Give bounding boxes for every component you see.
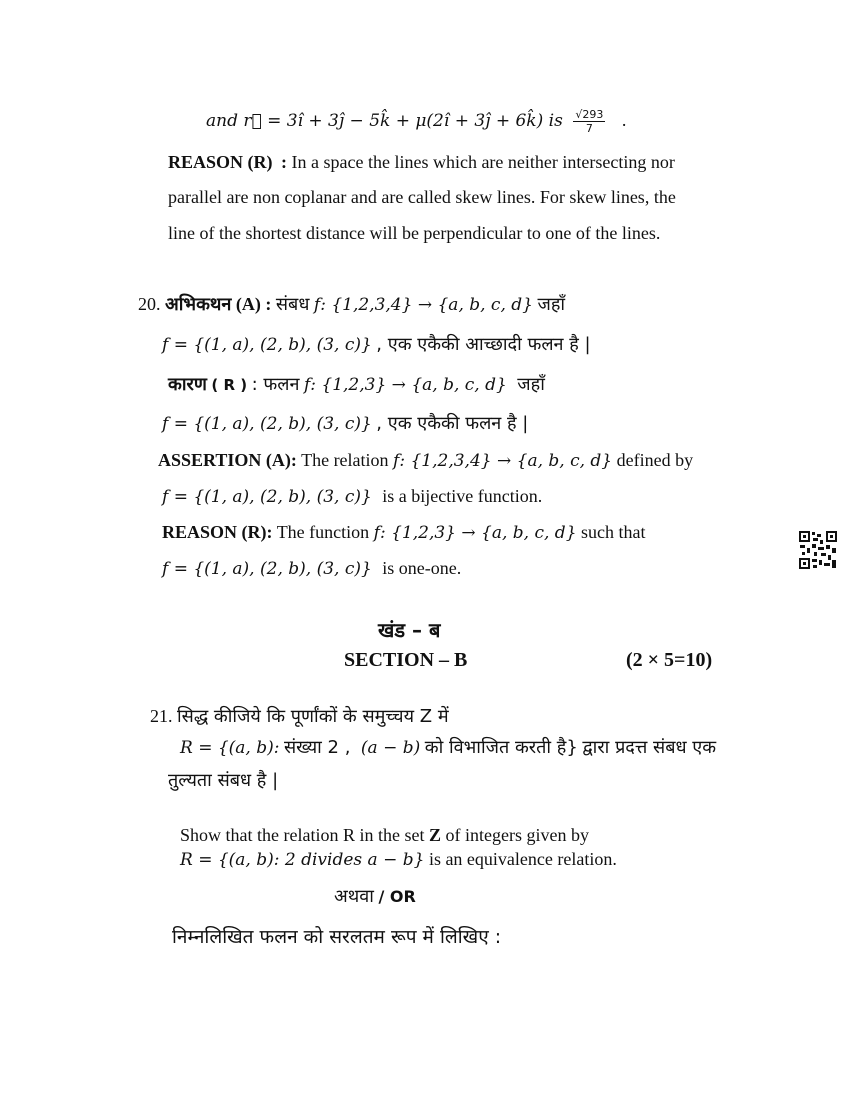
section-b-title-hi-text: खंड – ब — [378, 618, 441, 642]
q20-hi-assertion-line1 — [138, 292, 565, 317]
section-b-marks-text: (2 × 5=10) — [626, 649, 713, 671]
q20-en-reason-text1: The function — [276, 522, 370, 542]
q20-en-reason-math2: f = {(1, a), (2, b), (3, c)} — [162, 559, 372, 579]
q20-hi-assertion-text1: संबध — [275, 294, 310, 315]
q20-hi-assertion-label: अभिकथन — [165, 294, 232, 315]
q21-hi-line2-text3: द्वारा प्रदत्त संबध एक — [582, 737, 717, 758]
q21-hi-line1 — [150, 704, 449, 729]
q20-en-assertion-text1: The relation — [301, 450, 389, 470]
q19-fraction-denominator: 7 — [585, 122, 593, 136]
q21-or-divider — [334, 884, 416, 909]
q19-reason-line1 — [168, 150, 675, 174]
q21-en-line2-text: is an equivalence relation. — [428, 849, 617, 869]
q21-en-line1-a: Show that the relation R in the set — [180, 825, 425, 845]
q20-en-assertion-text2: defined by — [616, 450, 694, 470]
q19-period: . — [621, 110, 627, 130]
q19-reason-colon: : — [281, 152, 288, 172]
q20-hi-reason-label: कारण — [168, 374, 207, 395]
q21-or-hi: अथवा — [334, 886, 374, 907]
q20-hi-reason-math2: f = {(1, a), (2, b), (3, c)} — [162, 414, 372, 434]
q21-en-line1 — [180, 823, 589, 847]
q20-hi-assertion-tag: (A) : — [235, 294, 272, 314]
q21-or-en: / OR — [378, 887, 416, 906]
qr-code-icon — [798, 530, 838, 570]
q21-en-line2 — [180, 847, 617, 872]
q21-hi-line3 — [168, 768, 278, 793]
q20-hi-assertion-text3: , एक एकैकी आच्छादी फलन है | — [376, 334, 591, 355]
q20-hi-reason-text2: जहाँ — [517, 374, 545, 395]
q19-reason-label: REASON (R) — [168, 152, 273, 172]
q21-hi-line2-text1: संख्या 2 , — [284, 737, 351, 758]
q20-hi-reason-line2 — [162, 411, 528, 436]
q19-fraction — [573, 108, 605, 135]
q20-hi-reason-text3: , एक एकैकी फलन है | — [376, 413, 529, 434]
q19-fraction-numerator: √293 — [575, 108, 604, 122]
q19-reason-text1: In a space the lines which are neither intersecting nor — [291, 152, 675, 172]
q19-vector-equation: and r⃗ = 3î + 3ĵ − 5k̂ + μ(2î + 3ĵ + 6k̂) is — [206, 111, 563, 131]
q21-number: 21. — [150, 706, 173, 726]
q21-hi-math-mid: (a − b) — [360, 738, 421, 758]
q20-hi-assertion-math2: f = {(1, a), (2, b), (3, c)} — [162, 335, 372, 355]
q20-en-assertion-math2: f = {(1, a), (2, b), (3, c)} — [162, 487, 372, 507]
q21-hi-line3-text: तुल्यता संबध है | — [168, 770, 279, 791]
q20-en-reason-label: REASON (R): — [162, 522, 273, 542]
q20-hi-assertion-line2 — [162, 332, 591, 357]
q19-reason-line3: line of the shortest distance will be perpendicular to one of the lines. — [168, 223, 661, 243]
q21-en-line1-b: of integers given by — [445, 825, 589, 845]
q21-en-line1-bold: Z — [428, 825, 441, 845]
q20-hi-assertion-math1: f: {1,2,3,4} → {a, b, c, d} — [313, 295, 533, 315]
q20-hi-reason-math1: f: {1,2,3} → {a, b, c, d} — [303, 375, 507, 395]
q20-en-reason-math1: f: {1,2,3} → {a, b, c, d} — [373, 523, 577, 543]
q20-en-assertion-math1: f: {1,2,3,4} → {a, b, c, d} — [393, 451, 613, 471]
q20-en-assertion-label: ASSERTION (A): — [158, 450, 297, 470]
q21-alt-hi: निम्नलिखित फलन को सरलतम रूप में लिखिए : — [172, 926, 502, 948]
q21-alt-line — [172, 925, 501, 949]
q20-hi-reason-tag: ( R ) — [211, 376, 248, 394]
q21-hi-line2-text2: को विभाजित करती है} — [424, 737, 578, 758]
section-b-marks — [626, 648, 712, 672]
q21-hi-line1-text: सिद्ध कीजिये कि पूर्णांकों के समुच्चय Z में — [177, 706, 449, 727]
q20-hi-reason-text1: : फलन — [251, 374, 300, 395]
q21-en-math: R = {(a, b): 2 divides a − b} — [180, 850, 425, 870]
q20-en-assertion-line2 — [162, 484, 542, 509]
q21-hi-math-open: R = {(a, b): — [180, 738, 280, 758]
q20-en-reason-line2 — [162, 556, 461, 581]
q19-reason-line2: parallel are non coplanar and are called skew lines. For skew lines, the — [168, 187, 676, 207]
section-b-title-en — [344, 648, 467, 672]
q20-en-assertion-text3: is a bijective function. — [382, 486, 543, 506]
q20-en-reason-line1 — [162, 520, 646, 545]
q20-en-assertion-line1 — [158, 448, 693, 473]
q19-vector-line — [206, 108, 626, 135]
q20-en-reason-text3: is one-one. — [382, 558, 462, 578]
q20-hi-assertion-text2: जहाँ — [537, 294, 566, 315]
q20-hi-reason-line1 — [168, 372, 545, 397]
section-b-title-hi — [378, 618, 440, 643]
section-b-title-en-text: SECTION – B — [344, 649, 468, 671]
q20-en-reason-text2: such that — [581, 522, 646, 542]
q21-hi-line2 — [180, 735, 716, 760]
q20-number: 20. — [138, 294, 161, 314]
